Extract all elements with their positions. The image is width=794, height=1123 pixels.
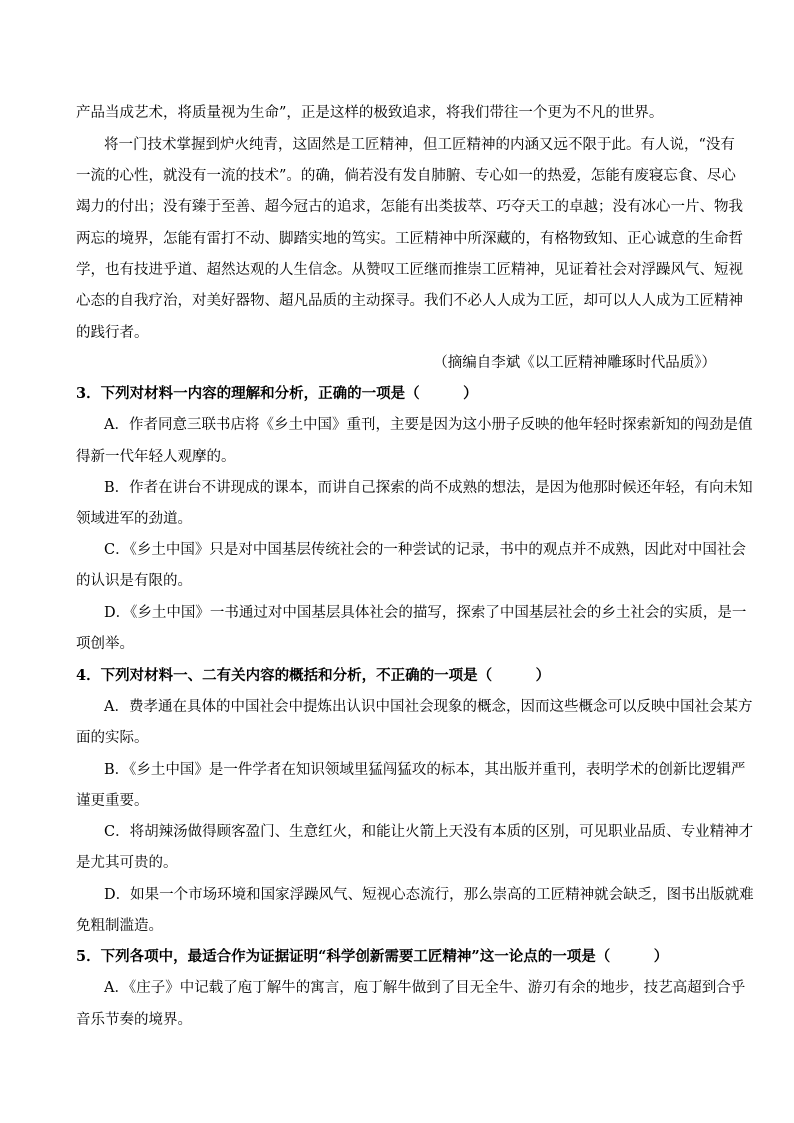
- question-4-option-b-cont: 谨更重要。: [76, 793, 149, 809]
- question-3-stem: 3．下列对材料一内容的理解和分析，正确的一项是（ ）: [76, 385, 478, 402]
- passage-line: 将一门技术掌握到炉火纯青，这固然是工匠精神，但工匠精神的内涵又远不限于此。有人说，“没有: [104, 137, 735, 153]
- question-3-option-b-cont: 领域进军的劲道。: [76, 511, 192, 527]
- question-3-option-c-cont: 的认识是有限的。: [76, 573, 192, 589]
- question-5-stem: 5．下列各项中，最适合作为证据证明“科学创新需要工匠精神”这一论点的一项是（ ）: [76, 948, 669, 965]
- question-4-stem: 4．下列对材料一、二有关内容的概括和分析，不正确的一项是（ ）: [76, 667, 551, 684]
- question-5-option-a-cont: 音乐节奏的境界。: [76, 1012, 192, 1028]
- question-4-option-b: B．《乡土中国》是一件学者在知识领域里猛闯猛攻的标本，其出版并重刊，表明学术的创新比逻辑严: [104, 762, 746, 778]
- passage-line: 学，也有技进乎道、超然达观的人生信念。从赞叹工匠继而推崇工匠精神，见证着社会对浮躁风气、短视: [76, 262, 743, 278]
- source-citation: （摘编自李斌《以工匠精神雕琢时代品质》）: [433, 355, 716, 371]
- question-4-option-c: C．将胡辣汤做得顾客盈门、生意红火，和能让火箭上天没有本质的区别，可见职业品质、专业精神才: [104, 824, 754, 840]
- question-4-option-c-cont: 是尤其可贵的。: [76, 855, 178, 871]
- question-3-option-a: A．作者同意三联书店将《乡土中国》重刊，主要是因为这小册子反映的他年轻时探索新知的闯劲是值: [104, 417, 753, 433]
- question-4-option-d-cont: 免粗制滥造。: [76, 918, 163, 934]
- passage-line: 两忘的境界，怎能有雷打不动、脚踏实地的笃实。工匠精神中所深藏的，有格物致知、正心诚意的生命哲: [76, 231, 743, 247]
- question-3-option-b: B．作者在讲台不讲现成的课本，而讲自己探索的尚不成熟的想法，是因为他那时候还年轻，有向未知: [104, 480, 753, 496]
- passage-line: 的践行者。: [76, 325, 149, 341]
- question-5-option-a: A．《庄子》中记载了庖丁解牛的寓言，庖丁解牛做到了目无全牛、游刃有余的地步，技艺高超到合乎: [104, 980, 746, 996]
- question-3-option-c: C．《乡土中国》只是对中国基层传统社会的一种尝试的记录，书中的观点并不成熟，因此对中国社会: [104, 542, 746, 558]
- passage-line: 心态的自我疗治，对美好器物、超凡品质的主动探寻。我们不必人人成为工匠，却可以人人成为工匠精神: [76, 293, 743, 309]
- question-3-option-d: D．《乡土中国》一书通过对中国基层具体社会的描写，探索了中国基层社会的乡土社会的实质，是一: [104, 605, 747, 621]
- question-4-option-d: D．如果一个市场环境和国家浮躁风气、短视心态流行，那么崇高的工匠精神就会缺乏，图书出版就难: [104, 887, 754, 903]
- question-4-option-a: A．费孝通在具体的中国社会中提炼出认识中国社会现象的概念，因而这些概念可以反映中国社会某方: [104, 699, 753, 715]
- question-3-option-d-cont: 项创举。: [76, 636, 134, 652]
- passage-line: 竭力的付出；没有臻于至善、超今冠古的追求，怎能有出类拔萃、巧夺天工的卓越；没有冰心一片、物我: [76, 199, 743, 215]
- passage-line: 一流的心性，就没有一流的技术”。的确，倘若没有发自肺腑、专心如一的热爱，怎能有废寝忘食、尽心: [76, 168, 736, 184]
- passage-line: 产品当成艺术，将质量视为生命”，正是这样的极致追求，将我们带往一个更为不凡的世界。: [76, 105, 664, 121]
- question-4-option-a-cont: 面的实际。: [76, 730, 149, 746]
- question-3-option-a-cont: 得新一代年轻人观摩的。: [76, 449, 236, 465]
